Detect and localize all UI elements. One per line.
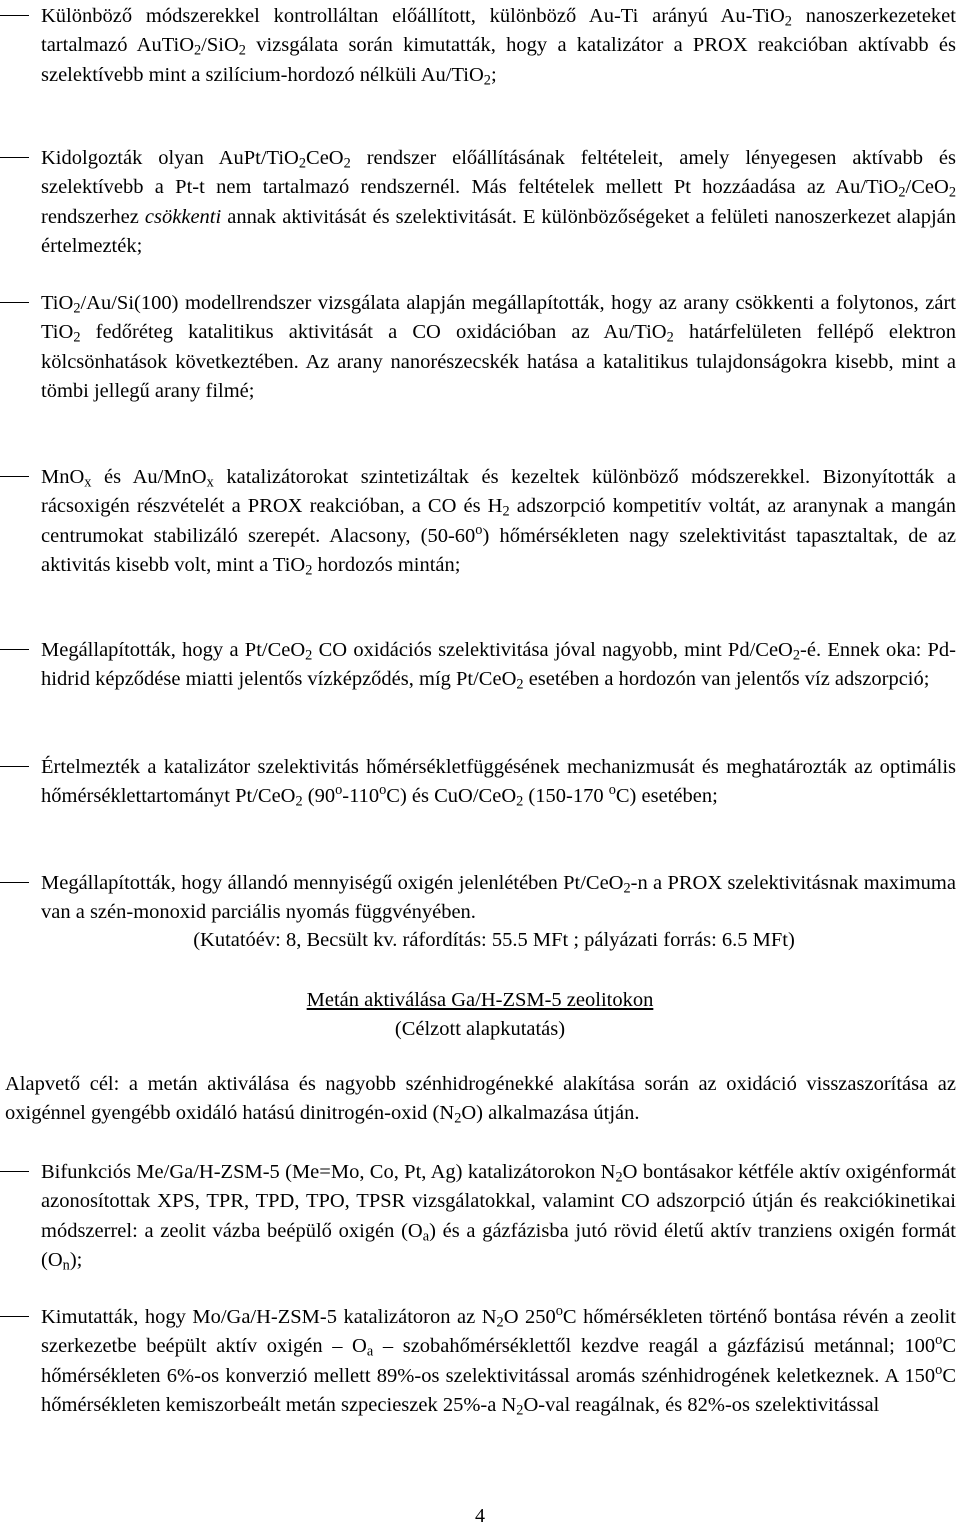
bullet-text: Kimutatták, hogy Mo/Ga/H-ZSM-5 katalizátoron az $N_2O$ 250$^o$C hőmérsékleten történő bontása révén a zeolit szerkezetbe beépült aktív oxigén – $O_a$ – szobahőmérséklettől kezdve reagál a gázfázisú metánnal; 100$^o$C hőmérsékleten 6%-os konverzió mellett 89%-os szelektivitással aromás szénhidrogének keletkeznek. A 150$^o$C hőmérsékleten kemiszorbeált metán szpecieszek 25%-a $N_2O$-val reagálnak, és 82%-os szelektivitással (41, 1303, 956, 1419)
bullet-dash (0, 1171, 29, 1172)
bullet-item (0, 636, 956, 695)
bullet-dash (0, 1316, 29, 1317)
bullet-text: Különböző módszerekkel kontrolláltan előállított, különböző Au-Ti arányú Au-TiO$_2$ nanoszerkezeteket tartalmazó AuTiO$_2$/SiO$_2$ vizsgálata során kimutatták, hogy a katalizátor a PROX reakcióban aktívabb és szelektívebb mint a szilícium-hordozó nélküli Au/TiO$_2$; (41, 5, 956, 89)
bullet-text: Megállapították, hogy a Pt/CeO$_2$ CO oxidációs szelektivitása jóval nagyobb, mint Pd/CeO$_2$-é. Ennek oka: Pd-hidrid képződése miatti jelentős vízképződés, míg Pt/CeO$_2$ esetében a hordozón van jelentős víz adszorpció; (41, 639, 957, 693)
funding-line: (Kutatóév: 8, Becsült kv. ráfordítás: 55.5 MFt ; pályázati forrás: 6.5 MFt) (193, 929, 795, 951)
bullet-dash (0, 766, 29, 767)
bullet-dash (0, 15, 29, 16)
page-number: 4 (475, 1505, 485, 1527)
bullet-text: Értelmezték a katalizátor szelektivitás hőmérsékletfüggésének mechanizmusát és meghatározták az optimális hőmérséklettartományt Pt/CeO$_2$ (90$^o$-110$^o$C) és CuO/CeO$_2$ (150-170 $^o$C) esetében; (41, 756, 956, 810)
intro-paragraph: Alapvető cél: a metán aktiválása és nagyobb szénhidrogénekké alakítása során az oxidáció visszaszorítása az oxigénnel gyengébb oxidáló hatású dinitrogén-oxid $(N_2O)$ alkalmazása útján. (5, 1073, 956, 1127)
bullet-dash (0, 882, 29, 883)
bullet-dash (0, 476, 29, 477)
bullet-item (0, 1158, 956, 1275)
bullet-item (0, 2, 956, 90)
bullet-dash (0, 302, 29, 303)
bullet-text: MnO$_x$ és Au/MnO$_x$ katalizátorokat szintetizáltak és kezeltek különböző módszerekkel. Bizonyították a rácsoxigén részvételét a PROX reakcióban, a CO és $H_2$ adszorpció kompetitív voltát, az aranynak a mangán centrumokat stabilizáló szerepét. Alacsony, (50-60$^o$) hőmérsékleten nagy szelektivitást tapasztaltak, de az aktivitás kisebb volt, mint a TiO$_2$ hordozós mintán; (41, 466, 957, 579)
bullet-item (0, 144, 956, 261)
bullet-item (0, 463, 956, 580)
bullet-dash (0, 649, 29, 650)
bullet-text: Kidolgozták olyan AuPt/TiO$_2$CeO$_2$ rendszer előállításának feltételeit, amely lényegesen aktívabb és szelektívebb a Pt-t nem tartalmazó rendszernél. Más feltételek mellett Pt hozzáadása az Au/TiO$_2$/CeO$_2$ rendszerhez csökkenti annak aktivitását és szelektivitását. E különbözőségeket a felületi nanoszerkezet alapján értelmezték; (41, 147, 956, 257)
bullet-item (0, 869, 956, 928)
bullet-item (0, 753, 956, 812)
bullet-text: Megállapították, hogy állandó mennyiségű oxigén jelenlétében Pt/CeO$_2$-n a PROX szelektivitásnak maximuma van a szén-monoxid parciális nyomás függvényében. (41, 872, 956, 924)
bullet-text: Bifunkciós Me/Ga/H-ZSM-5 (Me=Mo, Co, Pt, Ag) katalizátorokon $N_2O$ bontásakor kétféle aktív oxigénformát azonosítottak XPS, TPR, TPD, TPO, TPSR vizsgálatokkal, valamint CO adszorpció útján és reakciókinetikai módszerrel: a zeolit vázba beépülő oxigén $(O_a)$ és a gázfázisba jutó rövid életű aktív tranziens oxigén formát $(O_n)$; (41, 1161, 957, 1274)
bullet-item (0, 289, 956, 406)
section-title: Metán aktiválása Ga/H-ZSM-5 zeolitokon (306, 989, 654, 1011)
bullet-item (0, 1303, 956, 1420)
bullet-dash (0, 157, 29, 158)
bullet-text: TiO$_2$/Au/Si(100) modellrendszer vizsgálata alapján megállapították, hogy az arany csökkenti a folytonos, zárt TiO$_2$ fedőréteg katalitikus aktivitását a CO oxidációban az Au/TiO$_2$ határfelületen fellépő elektron kölcsönhatások következtében. Az arany nanorészecskék hatása a katalitikus tulajdonságokra kisebb, mint a tömbi jellegű arany filmé; (41, 292, 957, 402)
section-subtitle: (Célzott alapkutatás) (394, 1018, 566, 1040)
